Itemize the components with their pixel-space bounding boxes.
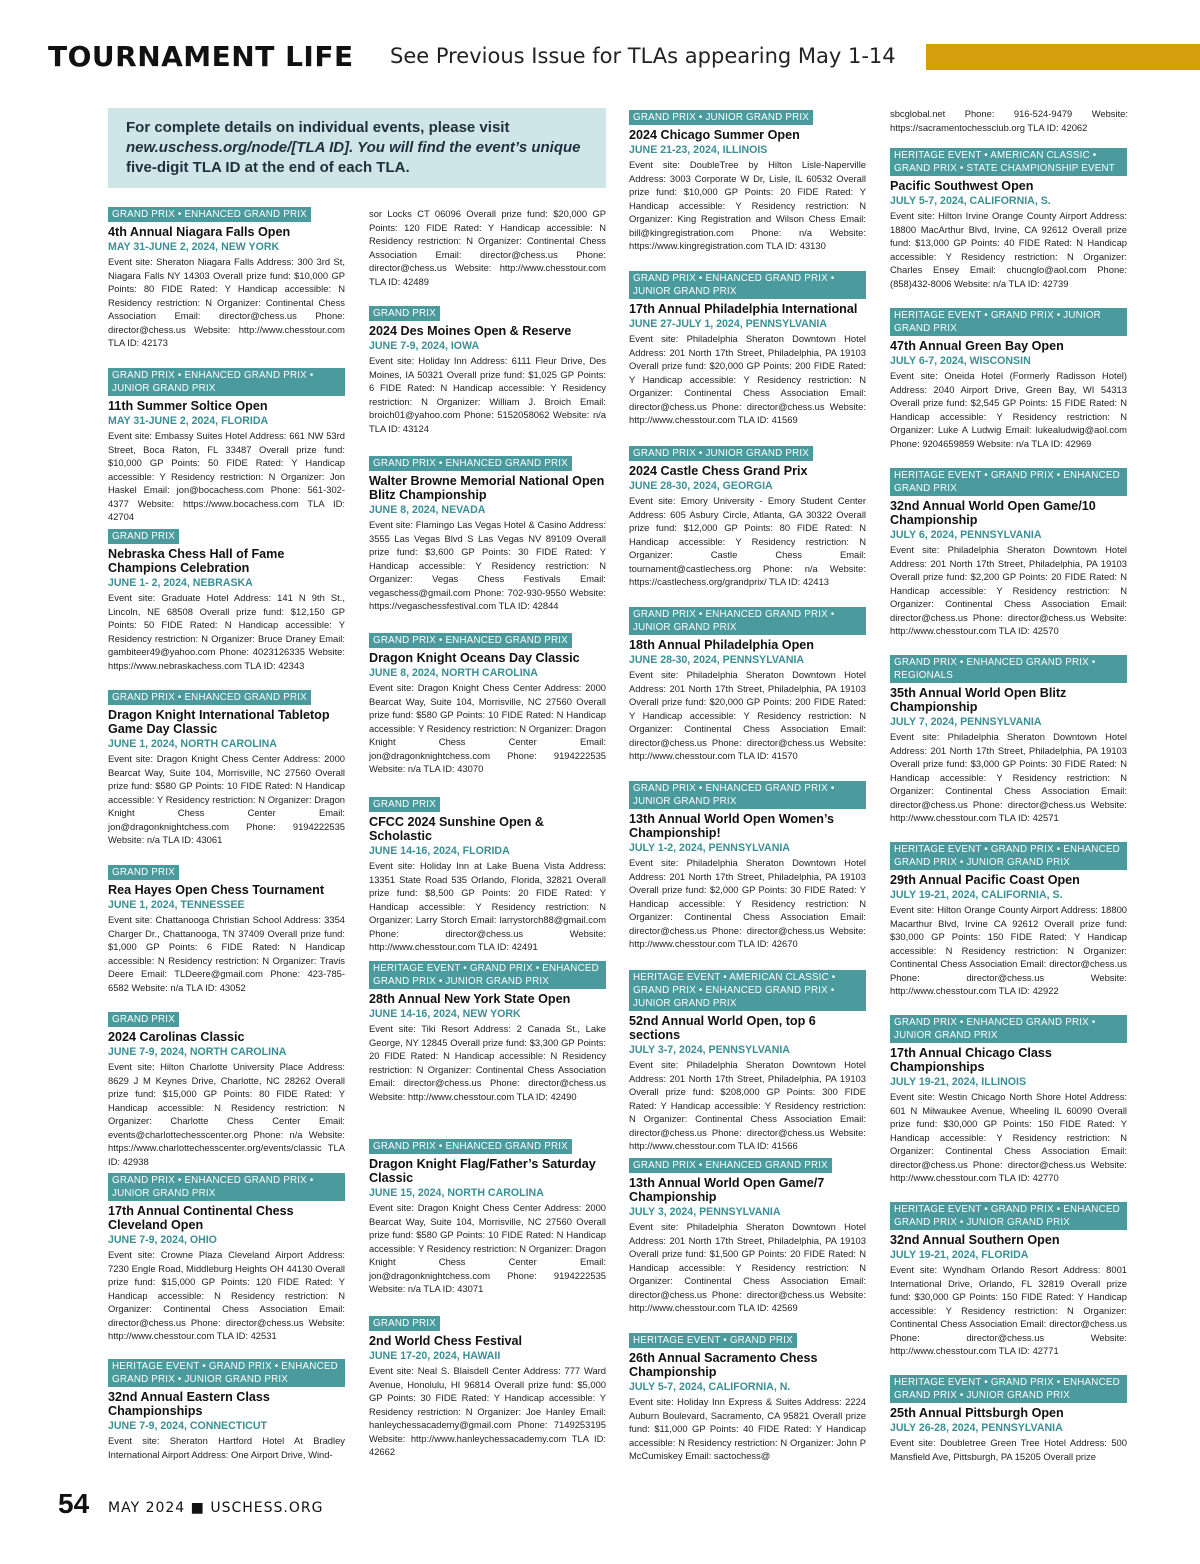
event-date-location: JULY 3-7, 2024, PENNSYLVANIA <box>629 1044 790 1056</box>
event-date-location: JUNE 14-16, 2024, NEW YORK <box>369 1008 521 1020</box>
event-date-location: JUNE 1, 2024, TENNESSEE <box>108 899 245 911</box>
event-category-tags: GRAND PRIX • ENHANCED GRAND PRIX <box>629 1158 832 1173</box>
event-title: 4th Annual Niagara Falls Open <box>108 225 291 239</box>
event-category-tags: GRAND PRIX <box>369 306 440 321</box>
event-title: 17th Annual Philadelphia International <box>629 302 858 316</box>
footer-text: MAY 2024 ■ USCHESS.ORG <box>108 1500 324 1516</box>
event-category-tags: HERITAGE EVENT • GRAND PRIX • ENHANCED GRAND PRIX • JUNIOR GRAND PRIX <box>890 1375 1127 1403</box>
event-details: Event site: Oneida Hotel (Formerly Radisson Hotel) Address: 2040 Airport Drive, Green Bay, WI 54313 Overall prize fund: $2,545 GP Points: 15 FIDE Rated: N Handicap accessible: Y Residency restriction: N Organizer: Luke A Ludwig Email: lukealudwig@aol.com Phone: 9204659859 Website: n/a TLA ID: 42969 <box>890 370 1127 449</box>
event-date-location: JULY 5-7, 2024, CALIFORNIA, S. <box>890 195 1051 207</box>
event-category-tags: GRAND PRIX • ENHANCED GRAND PRIX • JUNIOR GRAND PRIX <box>629 607 866 635</box>
event-details: Event site: Philadelphia Sheraton Downtown Hotel Address: 201 North 17th Street, Philadelphia, PA 19103 Overall prize fund: $3,000 GP Points: 30 FIDE Rated: N Handicap accessible: Y Residency restriction: N Organizer: Continental Chess Association Email: director@chess.us Phone: director@chess.us Website: http://www.chesstour.com TLA ID: 42571 <box>890 731 1127 823</box>
event-category-tags: GRAND PRIX <box>369 1316 440 1331</box>
event-title: 2nd World Chess Festival <box>369 1334 523 1348</box>
event-category-tags: HERITAGE EVENT • AMERICAN CLASSIC • GRAND PRIX • STATE CHAMPIONSHIP EVENT <box>890 148 1127 176</box>
section-subtitle: See Previous Issue for TLAs appearing May 1-14 <box>390 44 896 68</box>
event-category-tags: GRAND PRIX • JUNIOR GRAND PRIX <box>629 446 813 461</box>
event-date-location: JUNE 17-20, 2024, HAWAII <box>369 1350 501 1362</box>
event-title: Rea Hayes Open Chess Tournament <box>108 883 325 897</box>
event-details: Event site: Neal S. Blaisdell Center Address: 777 Ward Avenue, Honolulu, HI 96814 Overall prize fund: $5,000 GP Points: 30 FIDE Rated: Y Handicap accessible: Y Residency restriction: N Organizer: Joe Hanley Email: hanleychessacademy@gmail.com Phone: 7149253195 Website: http://www.hanleychessacademy.com TLA ID: 42662 <box>369 1365 606 1457</box>
event-details: Event site: Emory University - Emory Student Center Address: 605 Asbury Circle, Atlanta, GA 30322 Overall prize fund: $12,000 GP Points: 80 FIDE Rated: N Handicap accessible: Y Residency restriction: N Organizer: Castle Chess Email: tournament@castlechess.org Phone: n/a Website: https://castlechess.org/grandprix/ TLA ID: 42413 <box>629 495 866 587</box>
event-details: Event site: Philadelphia Sheraton Downtown Hotel Address: 201 North 17th Street, Philadelphia, PA 19103 Overall prize fund: $2,200 GP Points: 20 FIDE Rated: N Handicap accessible: Y Residency restriction: N Organizer: Continental Chess Association Email: director@chess.us Phone: director@chess.us Website: http://www.chesstour.com TLA ID: 42570 <box>890 544 1127 636</box>
event-date-location: JULY 7, 2024, PENNSYLVANIA <box>890 716 1042 728</box>
event-date-location: JUNE 1- 2, 2024, NEBRASKA <box>108 577 253 589</box>
event-date-location: MAY 31-JUNE 2, 2024, NEW YORK <box>108 241 280 253</box>
event-title: 35th Annual World Open Blitz Championship <box>890 686 1067 714</box>
event-category-tags: GRAND PRIX • ENHANCED GRAND PRIX <box>369 1139 572 1154</box>
tla-entry <box>890 655 1127 825</box>
event-category-tags: HERITAGE EVENT • GRAND PRIX • ENHANCED GRAND PRIX • JUNIOR GRAND PRIX <box>369 961 606 989</box>
tla-entry <box>629 271 866 427</box>
event-details: Event site: Hilton Orange County Airport Address: 18800 Macarthur Blvd, Irvine CA 92612 Overall prize fund: $30,000 GP Points: 150 FIDE Rated: Y Handicap accessible: N Residency restriction: N Organizer: Continental Chess Association Email: director@chess.us Phone: director@chess.us Website: http://www.chesstour.com TLA ID: 42922 <box>890 904 1127 996</box>
event-category-tags: HERITAGE EVENT • GRAND PRIX • ENHANCED GRAND PRIX <box>890 468 1127 496</box>
info-line-1: For complete details on individual events, please visit <box>126 119 510 136</box>
event-category-tags: HERITAGE EVENT • GRAND PRIX • ENHANCED GRAND PRIX • JUNIOR GRAND PRIX <box>890 842 1127 870</box>
event-category-tags: GRAND PRIX <box>108 529 179 544</box>
event-title: 11th Summer Soltice Open <box>108 399 268 413</box>
event-details: Event site: Sheraton Hartford Hotel At Bradley International Airport Address: One Airport Drive, Wind- <box>108 1435 345 1460</box>
tla-entry <box>890 468 1127 638</box>
tla-entry <box>108 1173 345 1343</box>
tla-entry <box>369 961 606 1103</box>
event-title: 32nd Annual World Open Game/10 Championship <box>890 499 1096 527</box>
event-date-location: JUNE 7-9, 2024, CONNECTICUT <box>108 1420 267 1432</box>
event-title: 18th Annual Philadelphia Open <box>629 638 814 652</box>
info-box <box>108 108 606 188</box>
event-date-location: JUNE 28-30, 2024, PENNSYLVANIA <box>629 654 805 666</box>
event-details: Event site: Chattanooga Christian School Address: 3354 Charger Dr., Chattanooga, TN 37409 Overall prize fund: $1,000 GP Points: 6 FIDE Rated: N Handicap accessible: N Residency restriction: N Organizer: Travis Deere Email: TLDeere@gmail.com Phone: 423-785-6582 Website: n/a TLA ID: 43052 <box>108 914 345 993</box>
event-category-tags: GRAND PRIX • ENHANCED GRAND PRIX <box>369 633 572 648</box>
event-title: Pacific Southwest Open <box>890 179 1034 193</box>
event-title: Dragon Knight Flag/Father’s Saturday Classic <box>369 1157 596 1185</box>
event-date-location: JUNE 7-9, 2024, NORTH CAROLINA <box>108 1046 287 1058</box>
info-line-2: new.uschess.org/node/[TLA ID]. You will find the event’s unique <box>126 139 581 156</box>
tla-entry <box>108 865 345 994</box>
event-details: Event site: Hilton Charlotte University Place Address: 8629 J M Keynes Drive, Charlotte, NC 28262 Overall prize fund: $15,000 GP Points: 80 FIDE Rated: Y Handicap accessible: N Residency restriction: N Organizer: Charlotte Chess Center Email: events@charlottechesscenter.org Phone: n/a Website: https://www.charlottechesscenter.org/events/classic TLA ID: 42938 <box>108 1061 345 1167</box>
tla-entry <box>369 797 606 954</box>
tla-entry <box>890 842 1127 998</box>
event-category-tags: GRAND PRIX • ENHANCED GRAND PRIX • JUNIOR GRAND PRIX <box>629 781 866 809</box>
event-title: 29th Annual Pacific Coast Open <box>890 873 1080 887</box>
event-category-tags: GRAND PRIX <box>369 797 440 812</box>
event-details: Event site: Doubletree Green Tree Hotel Address: 500 Mansfield Ave, Pittsburgh, PA 15205 Overall prize <box>890 1437 1127 1462</box>
tla-entry <box>890 148 1127 290</box>
header-accent-bar <box>926 44 1200 70</box>
event-date-location: JUNE 21-23, 2024, ILLINOIS <box>629 144 768 156</box>
event-details: Event site: Philadelphia Sheraton Downtown Hotel Address: 201 North 17th Street, Philadelphia, PA 19103 Overall prize fund: $20,000 GP Points: 200 FIDE Rated: Y Handicap accessible: Y Residency restriction: N Organizer: Continental Chess Association Email: director@chess.us Phone: director@chess.us Website: http://www.chesstour.com TLA ID: 41569 <box>629 333 866 425</box>
tla-entry <box>629 446 866 589</box>
event-details: Event site: DoubleTree by Hilton Lisle-Naperville Address: 3003 Corporate W Dr, Lisle, IL 60532 Overall prize fund: $10,000 GP Points: 20 FIDE Rated: Y Handicap accessible: Y Residency restriction: N Organizer: King Registration and Wilson Chess Email: bill@kingregistration.com Phone: n/a Website: https://www.kingregistration.com TLA ID: 43130 <box>629 159 866 251</box>
tla-entry <box>369 1139 606 1296</box>
event-title: 2024 Chicago Summer Open <box>629 128 800 142</box>
event-title: Walter Browne Memorial National Open Blitz Championship <box>369 474 605 502</box>
event-details: Event site: Embassy Suites Hotel Address: 661 NW 53rd Street, Boca Raton, FL 33487 Overall prize fund: $10,000 GP Points: 50 FIDE Rated: Y Handicap accessible: Y Residency restriction: N Organizer: Jon Haskel Email: jon@bocachess.com Phone: 561-302-4377 Website: https://www.bocachess.com TLA ID: 42704 <box>108 430 345 522</box>
tla-entry <box>108 529 345 672</box>
tla-entry <box>629 781 866 951</box>
event-details: Event site: Graduate Hotel Address: 141 N 9th St., Lincoln, NE 68508 Overall prize fund: $12,150 GP Points: 50 FIDE Rated: N Handicap accessible: Y Residency restriction: N Organizer: Bruce Draney Email: gambiteer49@yahoo.com Phone: 4023126335 Website: https://www.nebraskachess.com TLA ID: 42343 <box>108 592 345 671</box>
event-title: 2024 Des Moines Open & Reserve <box>369 324 572 338</box>
event-title: 17th Annual Continental Chess Cleveland Open <box>108 1204 294 1232</box>
event-date-location: JULY 6-7, 2024, WISCONSIN <box>890 355 1031 367</box>
event-category-tags: HERITAGE EVENT • GRAND PRIX • ENHANCED GRAND PRIX • JUNIOR GRAND PRIX <box>890 1202 1127 1230</box>
event-title: 25th Annual Pittsburgh Open <box>890 1406 1064 1420</box>
event-details: Event site: Tiki Resort Address: 2 Canada St., Lake George, NY 12845 Overall prize fund: $3,300 GP Points: 20 FIDE Rated: N Handicap accessible: N Residency restriction: N Organizer: Continental Chess Association Email: director@chess.us Phone: director@chess.us Website: http://www.chesstour.com TLA ID: 42490 <box>369 1023 606 1102</box>
event-category-tags: HERITAGE EVENT • AMERICAN CLASSIC • GRAND PRIX • ENHANCED GRAND PRIX • JUNIOR GRAND PRIX <box>629 970 866 1011</box>
event-details: Event site: Westin Chicago North Shore Hotel Address: 601 N Milwaukee Avenue, Wheeling IL 60090 Overall prize fund: $30,000 GP Points: 150 FIDE Rated: Y Handicap accessible: Y Residency restriction: N Organizer: Continental Chess Association Email: director@chess.us Phone: director@chess.us Website: http://www.chesstour.com TLA ID: 42770 <box>890 1091 1127 1183</box>
event-category-tags: GRAND PRIX <box>108 1012 179 1027</box>
tla-entry <box>629 1333 866 1463</box>
event-category-tags: GRAND PRIX • ENHANCED GRAND PRIX • JUNIOR GRAND PRIX <box>108 368 345 396</box>
event-category-tags: GRAND PRIX • ENHANCED GRAND PRIX • JUNIOR GRAND PRIX <box>108 1173 345 1201</box>
event-details: Event site: Philadelphia Sheraton Downtown Hotel Address: 201 North 17th Street, Philadelphia, PA 19103 Overall prize fund: $2,000 GP Points: 30 FIDE Rated: Y Handicap accessible: Y Residency restriction: N Organizer: Continental Chess Association Email: director@chess.us Phone: director@chess.us Website: http://www.chesstour.com TLA ID: 42670 <box>629 857 866 949</box>
event-date-location: JULY 5-7, 2024, CALIFORNIA, N. <box>629 1381 791 1393</box>
event-category-tags: GRAND PRIX • ENHANCED GRAND PRIX <box>108 690 311 705</box>
event-category-tags: HERITAGE EVENT • GRAND PRIX <box>629 1333 797 1348</box>
event-details: Event site: Philadelphia Sheraton Downtown Hotel Address: 201 North 17th Street, Philadelphia, PA 19103 Overall prize fund: $1,500 GP Points: 20 FIDE Rated: N Handicap accessible: Y Residency restriction: N Organizer: Continental Chess Association Email: director@chess.us Phone: director@chess.us Website: http://www.chesstour.com TLA ID: 42569 <box>629 1221 866 1313</box>
tla-entry <box>890 308 1127 450</box>
event-title: CFCC 2024 Sunshine Open & Scholastic <box>369 815 544 843</box>
page-number: 54 <box>58 1488 90 1519</box>
event-title: 26th Annual Sacramento Chess Championship <box>629 1351 818 1379</box>
event-title: 47th Annual Green Bay Open <box>890 339 1064 353</box>
info-line-3: five-digit TLA ID at the end of each TLA. <box>126 159 410 176</box>
tla-entry <box>890 1015 1127 1185</box>
event-date-location: JUNE 7-9, 2024, IOWA <box>369 340 480 352</box>
event-details: Event site: Sheraton Niagara Falls Address: 300 3rd St, Niagara Falls NY 14303 Overall prize fund: $10,000 GP Points: 80 FIDE Rated: Y Handicap accessible: N Residency restriction: N Organizer: Continental Chess Association Email: director@chess.us Phone: director@chess.us Website: http://www.chesstour.com TLA ID: 42173 <box>108 256 345 348</box>
tla-entry <box>108 368 345 524</box>
event-title: 32nd Annual Eastern Class Championships <box>108 1390 270 1418</box>
event-date-location: JULY 6, 2024, PENNSYLVANIA <box>890 529 1042 541</box>
event-date-location: MAY 31-JUNE 2, 2024, FLORIDA <box>108 415 269 427</box>
event-date-location: JULY 19-21, 2024, FLORIDA <box>890 1249 1029 1261</box>
event-category-tags: GRAND PRIX • JUNIOR GRAND PRIX <box>629 110 813 125</box>
event-category-tags: GRAND PRIX • ENHANCED GRAND PRIX • JUNIOR GRAND PRIX <box>629 271 866 299</box>
event-title: Dragon Knight Oceans Day Classic <box>369 651 580 665</box>
event-category-tags: GRAND PRIX • ENHANCED GRAND PRIX • REGIONALS <box>890 655 1127 683</box>
event-title: 13th Annual World Open Game/7 Championship <box>629 1176 825 1204</box>
event-title: 2024 Carolinas Classic <box>108 1030 245 1044</box>
tla-entry <box>890 1375 1127 1463</box>
event-title: 13th Annual World Open Women’s Championship! <box>629 812 835 840</box>
column-4-continuation: sbcglobal.net Phone: 916-524-9479 Website: https://sacramentochessclub.org TLA ID: 42062 <box>890 108 1128 133</box>
tla-entry <box>629 1158 866 1315</box>
tla-entry <box>108 207 345 350</box>
tla-entry <box>629 970 866 1153</box>
event-date-location: JUNE 15, 2024, NORTH CAROLINA <box>369 1187 544 1199</box>
event-details: Event site: Dragon Knight Chess Center Address: 2000 Bearcat Way, Suite 104, Morrisville, NC 27560 Overall prize fund: $580 GP Points: 10 FIDE Rated: N Handicap accessible: Y Residency restriction: N Organizer: Dragon Knight Chess Center Email: jon@dragonknightchess.com Phone: 9194222535 Website: n/a TLA ID: 43061 <box>108 753 345 845</box>
event-title: 28th Annual New York State Open <box>369 992 571 1006</box>
tla-entry <box>108 1359 345 1461</box>
event-details: Event site: Philadelphia Sheraton Downtown Hotel Address: 201 North 17th Street, Philadelphia, PA 19103 Overall prize fund: $208,000 GP Points: 300 FIDE Rated: Y Handicap accessible: Y Residency restriction: N Organizer: Continental Chess Association Email: director@chess.us Phone: director@chess.us Website: http://www.chesstour.com TLA ID: 41566 <box>629 1059 866 1151</box>
tla-entry <box>369 1316 606 1459</box>
event-title: 32nd Annual Southern Open <box>890 1233 1060 1247</box>
tla-entry <box>369 306 606 435</box>
event-details: Event site: Dragon Knight Chess Center Address: 2000 Bearcat Way, Suite 104, Morrisville, NC 27560 Overall prize fund: $580 GP Points: 10 FIDE Rated: N Handicap accessible: Y Residency restriction: N Organizer: Dragon Knight Chess Center Email: jon@dragonknightchess.com Phone: 9194222535 Website: n/a TLA ID: 43071 <box>369 1202 606 1294</box>
event-category-tags: GRAND PRIX <box>108 865 179 880</box>
event-details: Event site: Holiday Inn Express & Suites Address: 2224 Auburn Boulevard, Sacramento, CA 95821 Overall prize fund: $11,000 GP Points: 40 FIDE Rated: Y Handicap accessible: N Residency restriction: N Organizer: John P McCumiskey Email: sactochess@ <box>629 1396 866 1461</box>
event-details: Event site: Crowne Plaza Cleveland Airport Address: 7230 Engle Road, Middleburg Heights OH 44130 Overall prize fund: $15,000 GP Points: 120 FIDE Rated: Y Handicap accessible: N Residency restriction: N Organizer: Continental Chess Association Email: director@chess.us Phone: director@chess.us Website: http://www.chesstour.com TLA ID: 42531 <box>108 1249 345 1341</box>
tla-entry <box>369 456 606 613</box>
event-date-location: JUNE 14-16, 2024, FLORIDA <box>369 845 510 857</box>
event-category-tags: GRAND PRIX • ENHANCED GRAND PRIX <box>369 456 572 471</box>
event-date-location: JUNE 27-JULY 1, 2024, PENNSYLVANIA <box>629 318 828 330</box>
event-details: Event site: Wyndham Orlando Resort Address: 8001 International Drive, Orlando, FL 32819 Overall prize fund: $30,000 GP Points: 150 FIDE Rated: Y Handicap accessible: Y Residency restriction: N Organizer: Continental Chess Association Email: director@chess.us Phone: director@chess.us Website: http://www.chesstour.com TLA ID: 42771 <box>890 1264 1127 1356</box>
event-date-location: JULY 19-21, 2024, ILLINOIS <box>890 1076 1027 1088</box>
event-details: Event site: Holiday Inn at Lake Buena Vista Address: 13351 State Road 535 Orlando, Florida, 32821 Overall prize fund: $8,500 GP Points: 20 FIDE Rated: Y Handicap accessible: Y Residency restriction: N Organizer: Larry Storch Email: larrystorch88@gmail.com Phone: director@chess.us Website: http://www.chesstour.com TLA ID: 42491 <box>369 860 606 952</box>
section-title: TOURNAMENT LIFE <box>48 40 354 73</box>
event-title: 2024 Castle Chess Grand Prix <box>629 464 808 478</box>
event-date-location: JUNE 8, 2024, NORTH CAROLINA <box>369 667 538 679</box>
event-details: Event site: Flamingo Las Vegas Hotel & Casino Address: 3555 Las Vegas Blvd S Las Vegas NV 89109 Overall prize fund: $3,600 GP Points: 30 FIDE Rated: Y Handicap accessible: Y Residency restriction: N Organizer: Vegas Chess Festivals Email: vegaschess@gmail.com Phone: 702-930-9550 Website: https://vegaschessfestival.com TLA ID: 42844 <box>369 519 606 611</box>
event-category-tags: HERITAGE EVENT • GRAND PRIX • ENHANCED GRAND PRIX • JUNIOR GRAND PRIX <box>108 1359 345 1387</box>
event-date-location: JULY 1-2, 2024, PENNSYLVANIA <box>629 842 790 854</box>
event-date-location: JUNE 28-30, 2024, GEORGIA <box>629 480 773 492</box>
event-date-location: JUNE 1, 2024, NORTH CAROLINA <box>108 738 277 750</box>
column-2-continuation: sor Locks CT 06096 Overall prize fund: $20,000 GP Points: 120 FIDE Rated: Y Handicap accessible: N Residency restriction: N Organizer: Continental Chess Association Email: director@chess.us Phone: director@chess.us Website: http://www.chesstour.com TLA ID: 42489 <box>369 208 606 287</box>
event-details: Event site: Holiday Inn Address: 6111 Fleur Drive, Des Moines, IA 50321 Overall prize fund: $1,025 GP Points: 6 FIDE Rated: N Handicap accessible: Y Residency restriction: N Organizer: William J. Broich Email: broich01@yahoo.com Phone: 5152058062 Website: n/a TLA ID: 43124 <box>369 355 606 434</box>
event-date-location: JULY 26-28, 2024, PENNSYLVANIA <box>890 1422 1063 1434</box>
tla-entry <box>369 633 606 776</box>
event-title: 52nd Annual World Open, top 6 sections <box>629 1014 816 1042</box>
tla-entry <box>108 1012 345 1168</box>
event-date-location: JUNE 7-9, 2024, OHIO <box>108 1234 217 1246</box>
event-date-location: JULY 19-21, 2024, CALIFORNIA, S. <box>890 889 1063 901</box>
page-header <box>48 40 1200 76</box>
event-category-tags: GRAND PRIX • ENHANCED GRAND PRIX • JUNIOR GRAND PRIX <box>890 1015 1127 1043</box>
event-title: Dragon Knight International Tabletop Game Day Classic <box>108 708 330 736</box>
event-details: Event site: Dragon Knight Chess Center Address: 2000 Bearcat Way, Suite 104, Morrisville, NC 27560 Overall prize fund: $580 GP Points: 10 FIDE Rated: N Handicap accessible: Y Residency restriction: N Organizer: Dragon Knight Chess Center Email: jon@dragonknightchess.com Phone: 9194222535 Website: n/a TLA ID: 43070 <box>369 682 606 774</box>
event-details: Event site: Hilton Irvine Orange County Airport Address: 18800 MacArthur Blvd, Irvine, CA 92612 Overall prize fund: $13,000 GP Points: 40 FIDE Rated: N Handicap accessible: Y Residency restriction: N Organizer: Charles Ensey Email: chucnglo@aol.com Phone: (858)432-8006 Website: n/a TLA ID: 42739 <box>890 210 1127 289</box>
event-title: Nebraska Chess Hall of Fame Champions Celebration <box>108 547 285 575</box>
event-date-location: JULY 3, 2024, PENNSYLVANIA <box>629 1206 781 1218</box>
tla-entry <box>108 690 345 847</box>
event-date-location: JUNE 8, 2024, NEVADA <box>369 504 486 516</box>
tla-entry <box>890 1202 1127 1358</box>
event-details: Event site: Philadelphia Sheraton Downtown Hotel Address: 201 North 17th Street, Philadelphia, PA 19103 Overall prize fund: $20,000 GP Points: 200 FIDE Rated: Y Handicap accessible: Y Residency restriction: N Organizer: Continental Chess Association Email: director@chess.us Phone: director@chess.us Website: http://www.chesstour.com TLA ID: 41570 <box>629 669 866 761</box>
event-title: 17th Annual Chicago Class Championships <box>890 1046 1052 1074</box>
event-category-tags: HERITAGE EVENT • GRAND PRIX • JUNIOR GRAND PRIX <box>890 308 1127 336</box>
event-category-tags: GRAND PRIX • ENHANCED GRAND PRIX <box>108 207 311 222</box>
tla-entry <box>629 607 866 763</box>
tla-entry <box>629 110 866 253</box>
